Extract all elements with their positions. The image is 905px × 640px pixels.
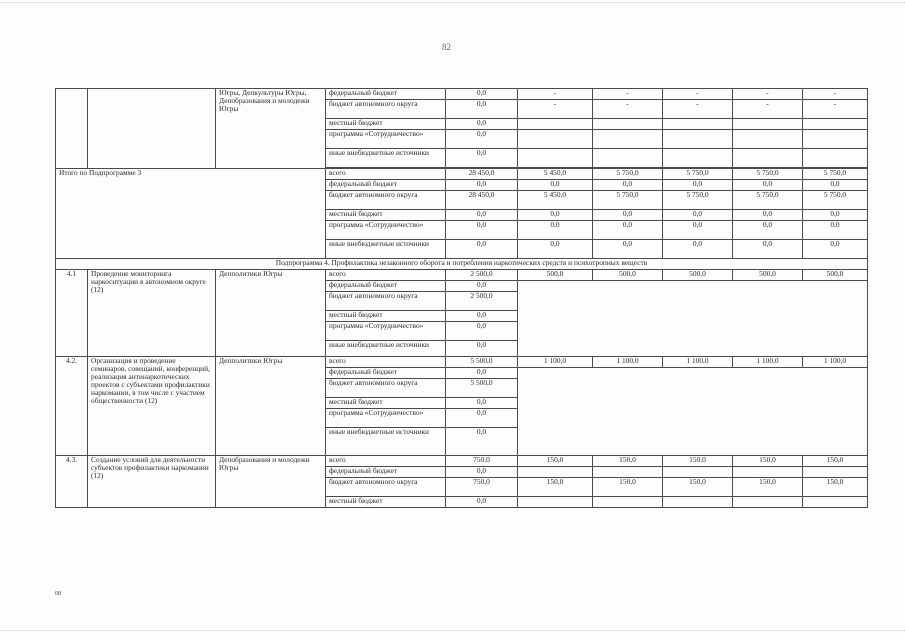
table-row: федеральный бюджет 0,0: [56, 368, 868, 379]
table-row: программа «Сотрудничество» 0,0: [56, 130, 868, 149]
table-row: федеральный бюджет 0,0 0,0 0,0 0,0 0,0 0,0: [56, 180, 868, 191]
table-row: [56, 259, 868, 270]
scan-edge-top: [0, 2, 905, 6]
table-row: местный бюджет 0,0 0,0 0,0 0,0 0,0 0,0: [56, 210, 868, 221]
table-row: бюджет автономного округа 750,0 150,0 150,0 150,0 150,0 150,0: [56, 478, 868, 497]
table-row: бюджет автономного округа 5 500,0: [56, 379, 868, 398]
table-row: 4.1 Проведение мониторинга наркоситуации в автономном округе (12) Депполитики Югры всего 2 500,0 500,0 500,0 500,0 500,0 500,0: [56, 270, 868, 281]
table-row: программа «Сотрудничество» 0,0 0,0 0,0 0,0 0,0 0,0: [56, 221, 868, 240]
subtotal-label: Итого по Подпрограмме 3: [56, 169, 326, 259]
table-row: местный бюджет 0,0: [56, 497, 868, 508]
table-row: бюджет автономного округа 2 500,0: [56, 292, 868, 311]
table-row: Итого по Подпрограмме 3 всего 28 450,0 5 450,0 5 750,0 5 750,0 5 750,0 5 750,0: [56, 169, 868, 180]
subprogram-title: Подпрограмма 4. Профилактика незаконного оборота и потребления наркотических средств и психотропных веществ: [56, 259, 868, 270]
table-row: 4.3. Создание условий для деятельности субъектов профилактики наркомании (12) Депобразования и молодежи Югры всего 750,0 150,0 150,0 150,0 150,0 150,0: [56, 456, 868, 467]
table-row: 4.2. Организация и проведение семинаров, совещаний, конференций, реализация антинаркотических проектов с субъектами профилактики наркомании, в том числе с участием общественности (12) Депполитики Югры всего 5 500,0 1 100,0 1 100,0 1 100,0 1 100,0 1 100,0: [56, 357, 868, 368]
scan-edge-bottom: [0, 630, 905, 635]
page-number: 82: [442, 42, 451, 52]
table-row: иные внебюджетные источники 0,0 0,0 0,0 0,0 0,0 0,0: [56, 240, 868, 259]
table-row: местный бюджет 0,0: [56, 311, 868, 322]
budget-table: [55, 88, 868, 508]
num-cell: [56, 89, 88, 169]
table-row: бюджет автономного округа 0,0 - - - - -: [56, 100, 868, 119]
executor-cell: Югры, Депкультуры Югры, Депобразования и молодежи Югры: [216, 89, 326, 169]
footer-mark: 08: [55, 591, 61, 597]
table-row: программа «Сотрудничество» 0,0: [56, 409, 868, 428]
table-row: федеральный бюджет 0,0: [56, 281, 868, 292]
table-row: федеральный бюджет 0,0: [56, 467, 868, 478]
table-row: бюджет автономного округа 28 450,0 5 450,0 5 750,0 5 750,0 5 750,0 5 750,0: [56, 191, 868, 210]
table-row: иные внебюджетные источники 0,0: [56, 341, 868, 357]
table-row: местный бюджет 0,0: [56, 119, 868, 130]
table-row: программа «Сотрудничество» 0,0: [56, 322, 868, 341]
table-row: местный бюджет 0,0: [56, 398, 868, 409]
table-row: Югры, Депкультуры Югры, Депобразования и молодежи Югры федеральный бюджет 0,0 - - - - -: [56, 89, 868, 100]
name-cell: [88, 89, 216, 169]
table-row: иные внебюджетные источники 0,0: [56, 149, 868, 168]
table-row: иные внебюджетные источники 0,0: [56, 428, 868, 456]
